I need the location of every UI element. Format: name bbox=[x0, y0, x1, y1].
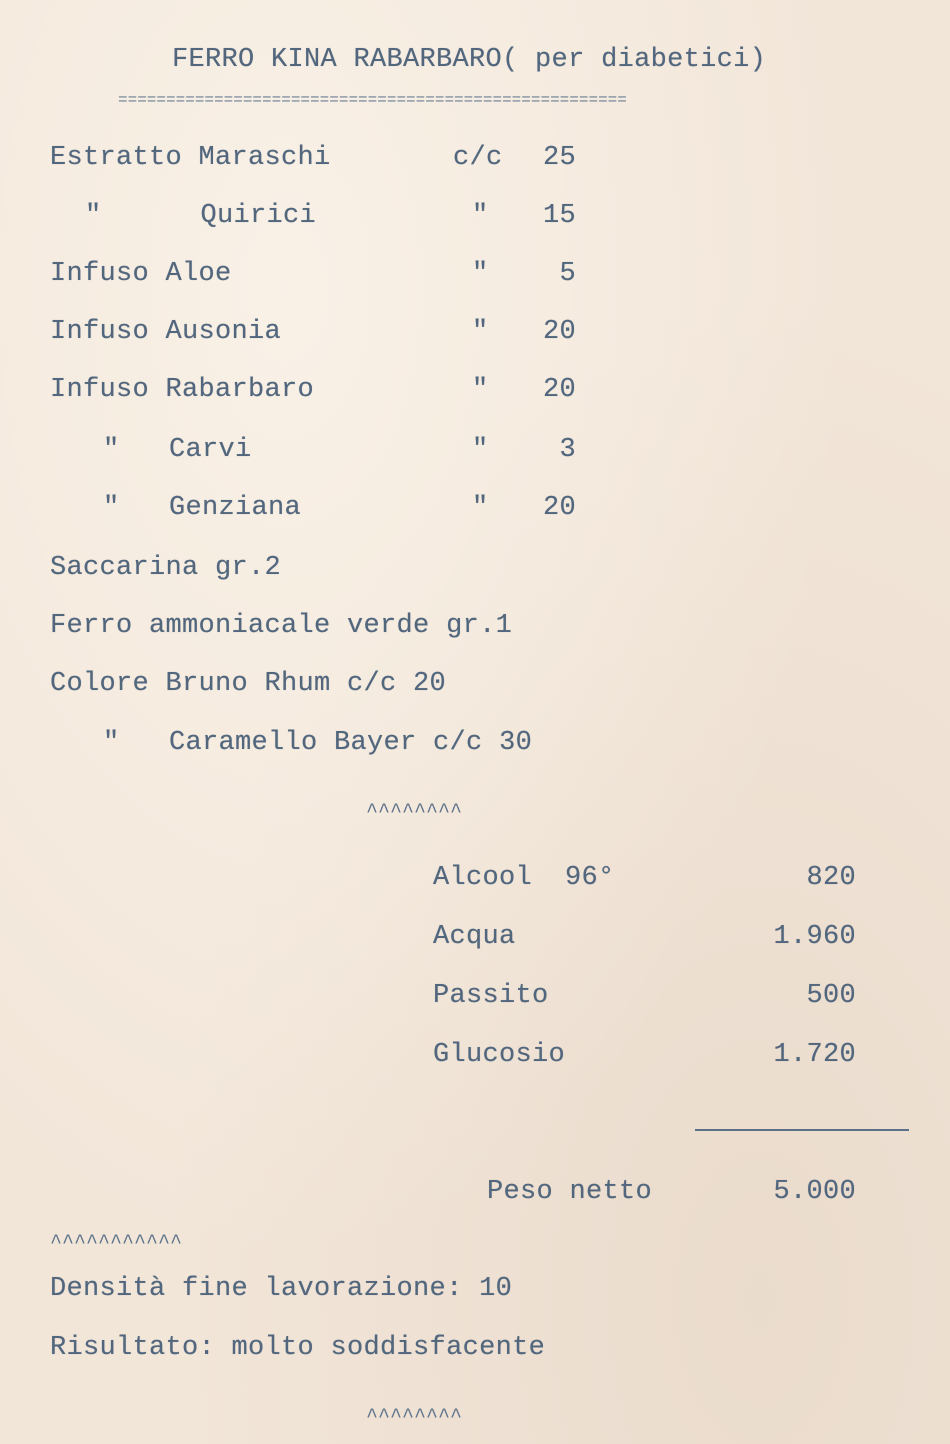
ingredient-qty: 20 bbox=[542, 493, 576, 523]
base-label: Alcool 96° bbox=[433, 863, 615, 893]
base-value: 500 bbox=[806, 981, 856, 1011]
ingredient-name: " Quirici bbox=[85, 201, 317, 231]
ingredient-qty: 25 bbox=[542, 143, 576, 173]
ingredient-name: " Carvi bbox=[103, 435, 252, 465]
sum-line bbox=[695, 1129, 909, 1131]
base-value: 1.960 bbox=[773, 922, 856, 952]
base-label: Passito bbox=[433, 981, 549, 1011]
ingredient-unit: " bbox=[472, 259, 489, 289]
caret-separator: ^^^^^^^^^^^ bbox=[50, 1232, 183, 1255]
ingredient-qty: 5 bbox=[559, 259, 576, 289]
recipe-title: FERRO KINA RABARBARO( per diabetici) bbox=[172, 45, 767, 75]
title-double-underline: ===================================================== bbox=[118, 92, 627, 108]
ingredient-qty: 15 bbox=[542, 201, 576, 231]
caret-separator: ^^^^^^^^ bbox=[366, 801, 463, 824]
base-value: 820 bbox=[806, 863, 856, 893]
base-label: Acqua bbox=[433, 922, 516, 952]
caret-separator: ^^^^^^^^ bbox=[366, 1406, 463, 1429]
additive-line: Colore Bruno Rhum c/c 20 bbox=[50, 669, 447, 699]
total-label: Peso netto bbox=[487, 1177, 653, 1207]
total-value: 5.000 bbox=[773, 1177, 856, 1207]
ingredient-name: Infuso Aloe bbox=[50, 259, 232, 289]
base-label: Glucosio bbox=[433, 1040, 566, 1070]
ingredient-unit: " bbox=[472, 317, 489, 347]
additive-line: Saccarina gr.2 bbox=[50, 553, 282, 583]
ingredient-qty: 20 bbox=[542, 375, 576, 405]
ingredient-unit: " bbox=[472, 375, 489, 405]
base-value: 1.720 bbox=[773, 1040, 856, 1070]
result-note: Risultato: molto soddisfacente bbox=[50, 1333, 546, 1363]
ingredient-unit: c/c bbox=[453, 143, 503, 173]
ingredient-name: Infuso Rabarbaro bbox=[50, 375, 315, 405]
ingredient-unit: " bbox=[472, 201, 489, 231]
ingredient-qty: 20 bbox=[542, 317, 576, 347]
ingredient-name: " Genziana bbox=[103, 493, 302, 523]
ingredient-unit: " bbox=[472, 435, 489, 465]
additive-line: Ferro ammoniacale verde gr.1 bbox=[50, 611, 513, 641]
additive-line: " Caramello Bayer c/c 30 bbox=[103, 728, 533, 758]
density-note: Densità fine lavorazione: 10 bbox=[50, 1274, 513, 1304]
ingredient-qty: 3 bbox=[559, 435, 576, 465]
ingredient-name: Infuso Ausonia bbox=[50, 317, 282, 347]
ingredient-name: Estratto Maraschi bbox=[50, 143, 331, 173]
ingredient-unit: " bbox=[472, 493, 489, 523]
